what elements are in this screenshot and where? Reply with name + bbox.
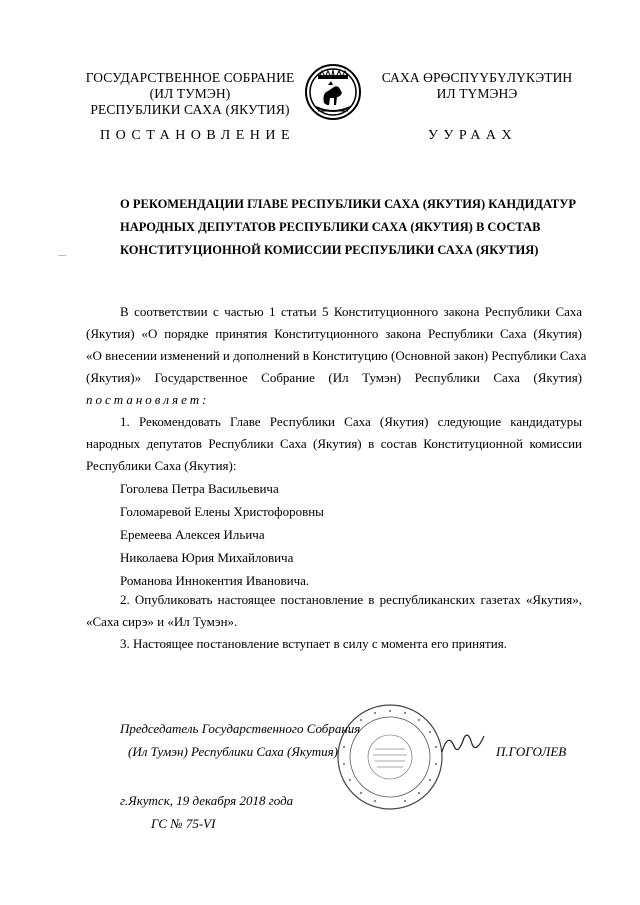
act-type-russian: ПОСТАНОВЛЕНИЕ <box>100 128 296 143</box>
title-line: НАРОДНЫХ ДЕПУТАТОВ РЕСПУБЛИКИ САХА (ЯКУТИЯ) В СОСТАВ <box>120 220 541 234</box>
header-right-line: ИЛ ТҮМЭНЭ <box>436 86 518 101</box>
item-3 <box>86 633 582 655</box>
body-line: 2. Опубликовать настоящее постановление в республиканских газетах «Якутия», <box>120 592 582 607</box>
signatory-position-line2: (Ил Тумэн) Республики Саха (Якутия) <box>128 744 338 759</box>
candidate-name: Еремеева Алексея Ильича <box>120 527 265 542</box>
candidate-name: Николаева Юрия Михайловича <box>120 550 294 565</box>
signatory-name: П.ГОГОЛЕВ <box>496 744 567 759</box>
body-line: 1. Рекомендовать Главе Республики Саха (Якутия) следующие кандидатуры <box>120 414 582 429</box>
act-type-yakut: УУРААХ <box>428 128 518 143</box>
preamble-paragraph <box>86 301 587 411</box>
header-right <box>372 70 582 102</box>
header-left-line: (ИЛ ТУМЭН) <box>149 86 231 101</box>
item-2 <box>86 589 582 633</box>
document-number: ГС № 75-VI <box>151 816 216 831</box>
candidate-name: Гоголева Петра Васильевича <box>120 481 279 496</box>
candidate-name: Голомаревой Елены Христофоровны <box>120 504 324 519</box>
header-left-line: ГОСУДАРСТВЕННОЕ СОБРАНИЕ <box>85 70 295 85</box>
decides-word: постановляет: <box>86 392 210 407</box>
title-line: КОНСТИТУЦИОННОЙ КОМИССИИ РЕСПУБЛИКИ САХА (ЯКУТИЯ) <box>120 243 539 257</box>
header-right-line: САХА ӨРӨСПҮҮБҮЛҮКЭТИН <box>381 70 573 85</box>
body-line: (Якутия)» Государственное Собрание (Ил Тумэн) Республики Саха (Якутия) <box>86 370 582 385</box>
body-line: В соответствии с частью 1 статьи 5 Конституционного закона Республики Саха <box>120 304 582 319</box>
coat-of-arms-icon <box>304 63 362 121</box>
header-left-line: РЕСПУБЛИКИ САХА (ЯКУТИЯ) <box>90 102 290 117</box>
body-line: народных депутатов Республики Саха (Якутия) в состав Конституционной комиссии <box>86 436 582 451</box>
place-and-date: г.Якутск, 19 декабря 2018 года <box>120 793 294 808</box>
body-line: «Саха сирэ» и «Ил Тумэн». <box>86 614 238 629</box>
body-line: «О внесении изменений и дополнений в Конституцию (Основной закон) Республики Саха <box>86 348 587 363</box>
body-line: 3. Настоящее постановление вступает в силу с момента его принятия. <box>120 636 507 651</box>
handwritten-signature-icon <box>438 728 488 758</box>
signatory-position-line1: Председатель Государственного Собрания <box>120 721 361 736</box>
header-left <box>80 70 300 118</box>
document-title <box>120 193 577 262</box>
candidate-list <box>120 477 324 592</box>
body-line: (Якутия) «О порядке принятия Конституционного закона Республики Саха (Якутия) <box>86 326 582 341</box>
scan-artifact <box>58 255 66 256</box>
title-line: О РЕКОМЕНДАЦИИ ГЛАВЕ РЕСПУБЛИКИ САХА (ЯКУТИЯ) КАНДИДАТУР <box>120 197 577 211</box>
candidate-name: Романова Иннокентия Ивановича. <box>120 573 310 588</box>
body-line: Республики Саха (Якутия): <box>86 458 237 473</box>
item-1 <box>86 411 582 477</box>
